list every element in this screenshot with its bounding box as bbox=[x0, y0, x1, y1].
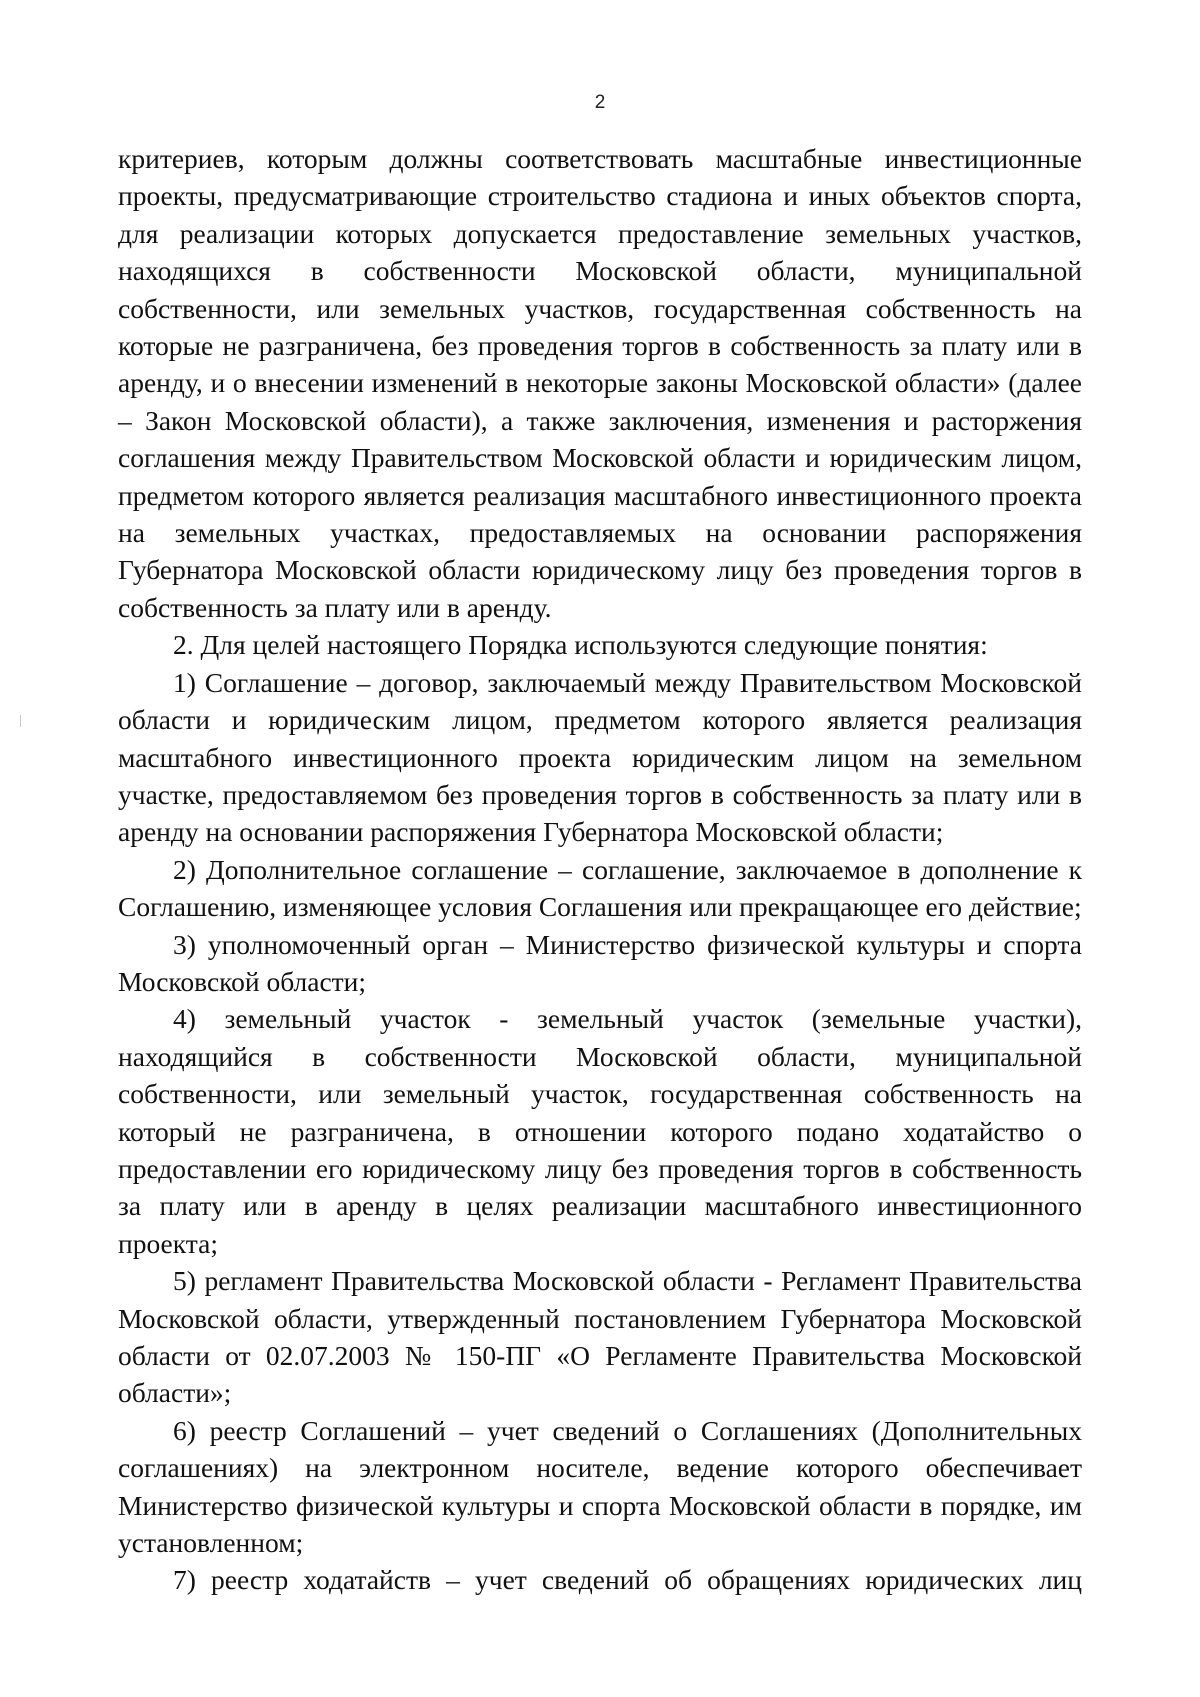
definition-item-5: 5) регламент Правительства Московской области - Регламент Правительства Московской области, утвержденный постановлением Губернатора Московской области от 02.07.2003 № 150-ПГ «О Регламенте Правительства Московской области»; bbox=[118, 1265, 1082, 1409]
document-body bbox=[118, 140, 1082, 1599]
paragraph-section-2: 2. Для целей настоящего Порядка используются следующие понятия: bbox=[173, 629, 988, 661]
definition-item-3: 3) уполномоченный орган – Министерство физической культуры и спорта Московской области; bbox=[118, 928, 1082, 997]
definition-item-1: 1) Соглашение – договор, заключаемый между Правительством Московской области и юридическим лицом, предметом которого является реализация масштабного инвестиционного проекта юридическим лицом на земельном участке, предоставляемом без проведения торгов в собственность за плату или в аренду на основании распоряжения Губернатора Московской области; bbox=[118, 666, 1082, 848]
definition-item-6: 6) реестр Соглашений – учет сведений о Соглашениях (Дополнительных соглашениях) на электронном носителе, ведение которого обеспечивает Министерство физической культуры и спорта Московской области в порядке, им установленном; bbox=[118, 1414, 1082, 1559]
paragraph-continuation: критериев, которым должны соответствовать масштабные инвестиционные проекты, предусматривающие строительство стадиона и иных объектов спорта, для реализации которых допускается предоставление земельных участков, находящихся в собственности Московской области, муниципальной собственности, или земельных участков, государственная собственность на которые не разграничена, без проведения торгов в собственность за плату или в аренду, и о внесении изменений в некоторые законы Московской области» (далее – Закон Московской области), а также заключения, изменения и расторжения соглашения между Правительством Московской области и юридическим лицом, предметом которого является реализация масштабного инвестиционного проекта на земельных участках, предоставляемых на основании распоряжения Губернатора Московской области юридическому лицу без проведения торгов в собственность за плату или в аренду. bbox=[118, 143, 1082, 623]
definition-item-7: 7) реестр ходатайств – учет сведений об обращениях юридических лиц bbox=[173, 1564, 1082, 1596]
page-number: 2 bbox=[594, 92, 606, 113]
definition-item-2: 2) Дополнительное соглашение – соглашение, заключаемое в дополнение к Соглашению, изменяющее условия Соглашения или прекращающее его действие; bbox=[118, 853, 1082, 923]
definition-item-4: 4) земельный участок - земельный участок (земельные участки), находящийся в собственности Московской области, муниципальной собственности, или земельный участок, государственная собственность на который не разграничена, в отношении которого подано ходатайство о предоставлении его юридическому лицу без проведения торгов в собственность за плату или в аренду в целях реализации масштабного инвестиционного проекта; bbox=[118, 1003, 1082, 1259]
scan-artifact-mark bbox=[20, 715, 21, 727]
